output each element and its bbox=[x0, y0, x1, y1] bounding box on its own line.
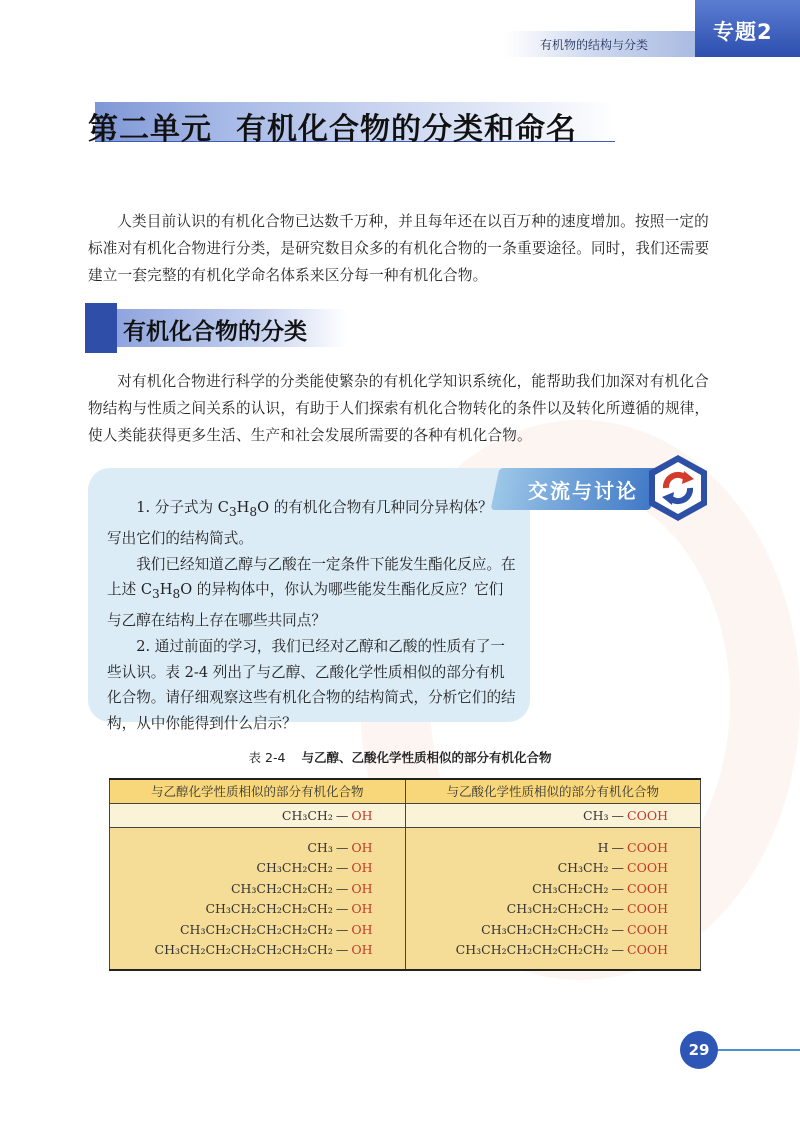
table-header-acetic-acid: 与乙酸化学性质相似的部分有机化合物 bbox=[405, 779, 701, 803]
table-row bbox=[110, 940, 701, 961]
table-cell: H — COOH bbox=[405, 837, 701, 858]
table-number: 表 2-4 bbox=[248, 750, 286, 765]
section-marker bbox=[85, 303, 117, 353]
compound-table bbox=[109, 778, 701, 971]
discussion-q1: 1. 分子式为 $C_3H_8O$ 的有机化合物有几种同分异构体？ bbox=[136, 499, 493, 519]
unit-name: 有机化合物的分类和命名 bbox=[236, 112, 577, 147]
table-cell: CH₃CH₂CH₂CH₂CH₂ — COOH bbox=[405, 919, 701, 940]
intro-paragraph: 人类目前认识的有机化合物已达数千万种，并且每年还在以百万种的速度增加。按照一定的标准对有机化合物进行分类，是研究数目众多的有机化合物的一条重要途径。同时，我们还需要建立一套完整的有机化学命名体系来区分每一种有机化合物。 bbox=[88, 213, 710, 284]
table-cell: CH₃CH₂CH₂CH₂CH₂CH₂ — COOH bbox=[405, 940, 701, 961]
chapter-tab-label: 专题2 bbox=[713, 20, 773, 44]
section-title: 有机化合物的分类 bbox=[123, 319, 307, 345]
discussion-label: 交流与讨论 bbox=[528, 479, 638, 503]
table-header-ethanol: 与乙醇化学性质相似的部分有机化合物 bbox=[110, 779, 406, 803]
table-spacer bbox=[110, 827, 701, 837]
table-cell: CH₃ — OH bbox=[110, 837, 406, 858]
table-row bbox=[110, 899, 701, 920]
table-row bbox=[110, 837, 701, 858]
table-cell: CH₃CH₂ — OH bbox=[110, 803, 406, 827]
section-paragraph: 对有机化合物进行科学的分类能使繁杂的有机化学知识系统化，能帮助我们加深对有机化合物结构与性质之间关系的认识，有助于人们探索有机化合物转化的条件以及转化所遵循的规律，使人类能获得更多生活、生产和社会发展所需要的各种有机化合物。 bbox=[88, 373, 710, 444]
table-cell: CH₃CH₂CH₂ — COOH bbox=[405, 878, 701, 899]
table-row bbox=[110, 878, 701, 899]
table-spacer bbox=[110, 960, 701, 970]
table-row bbox=[110, 858, 701, 879]
page-title bbox=[88, 104, 577, 148]
table-cell: CH₃CH₂CH₂CH₂ — COOH bbox=[405, 899, 701, 920]
unit-label: 第二单元 bbox=[88, 112, 212, 147]
page-number: 29 bbox=[680, 1031, 718, 1069]
discussion-q1-cont: 写出它们的结构简式。 bbox=[107, 529, 253, 547]
table-cell: CH₃CH₂ — COOH bbox=[405, 858, 701, 879]
table-cell: CH₃ — COOH bbox=[405, 803, 701, 827]
header-subtitle: 有机物的结构与分类 bbox=[540, 38, 649, 52]
discussion-q1-part2: 我们已经知道乙醇与乙酸在一定条件下能发生酯化反应。在上述 $C_3H_8O$ 的异构体中，你认为哪些能发生酯化反应？它们与乙醇在结构上存在哪些共同点？ bbox=[107, 555, 516, 629]
table-cell: CH₃CH₂CH₂CH₂CH₂ — OH bbox=[110, 899, 406, 920]
discussion-text bbox=[107, 495, 517, 737]
table-row bbox=[110, 803, 701, 827]
exchange-arrows-icon bbox=[646, 453, 710, 523]
table-row bbox=[110, 919, 701, 940]
table-cell: CH₃CH₂CH₂ — OH bbox=[110, 858, 406, 879]
table-cell: CH₃CH₂CH₂CH₂CH₂CH₂ — OH bbox=[110, 919, 406, 940]
table-cell: CH₃CH₂CH₂CH₂ — OH bbox=[110, 878, 406, 899]
table-caption bbox=[0, 748, 800, 766]
table-cell: CH₃CH₂CH₂CH₂CH₂CH₂CH₂ — OH bbox=[110, 940, 406, 961]
table-title: 与乙醇、乙酸化学性质相似的部分有机化合物 bbox=[301, 750, 552, 765]
discussion-q2: 2. 通过前面的学习，我们已经对乙醇和乙酸的性质有了一些认识。表 2-4 列出了与乙醇、乙酸化学性质相似的部分有机化合物。请仔细观察这些有机化合物的结构简式，分析它们的结构，从中你能得到什么启示？ bbox=[107, 637, 516, 733]
